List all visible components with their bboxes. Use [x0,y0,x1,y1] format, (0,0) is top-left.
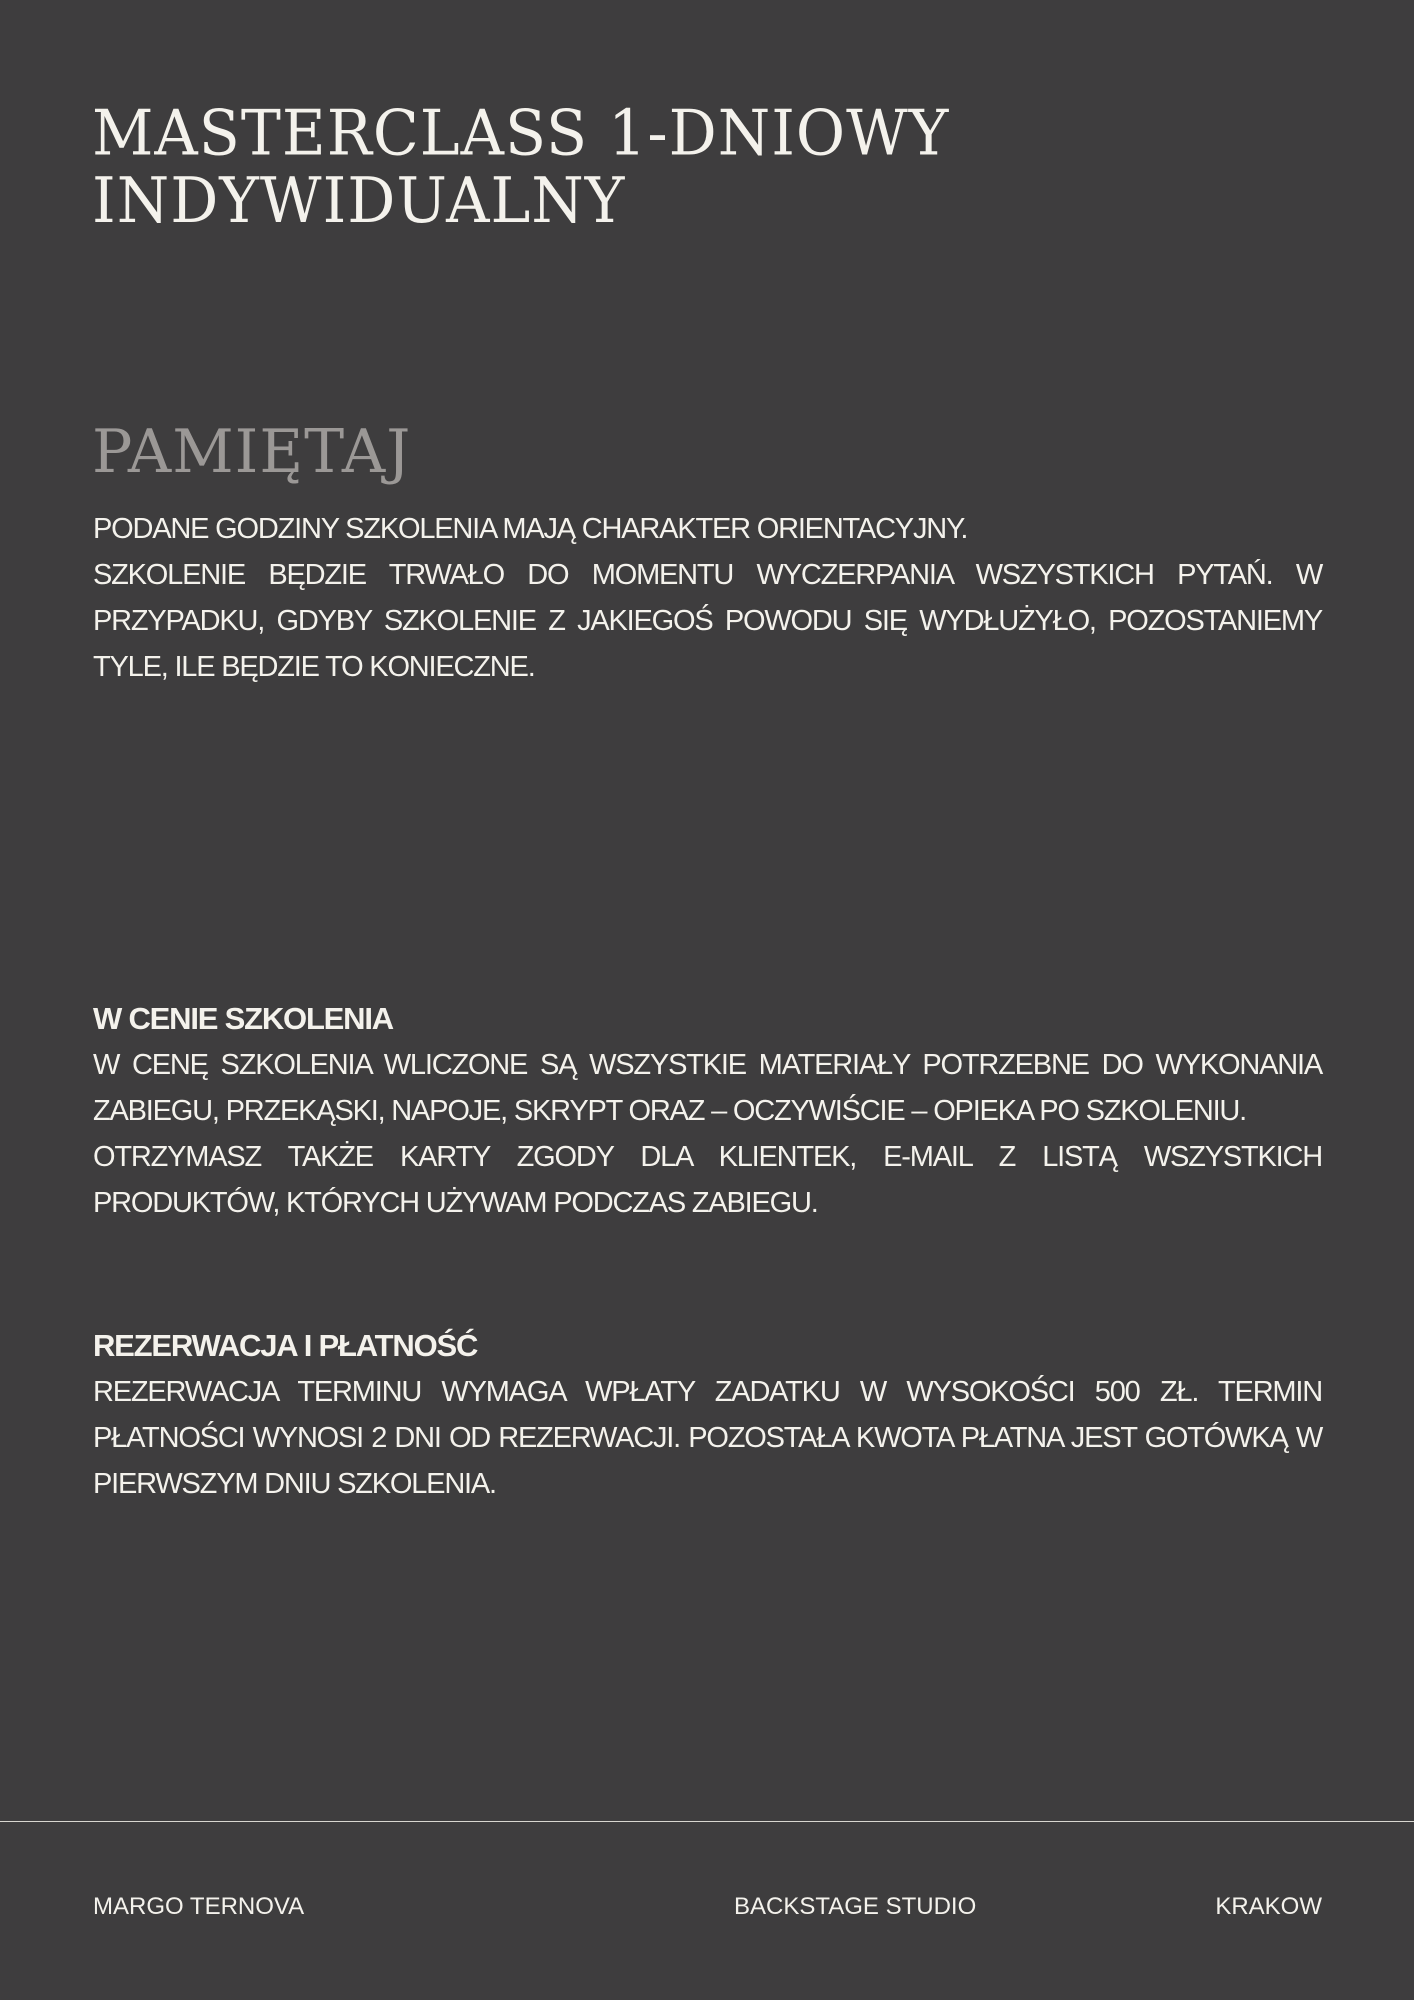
price-heading: W CENIE SZKOLENIA [93,1001,393,1036]
page-title-line-1: MASTERCLASS 1-DNIOWY [92,96,950,171]
footer-studio: BACKSTAGE STUDIO [734,1893,977,1920]
remember-paragraph-duration: SZKOLENIE BĘDZIE TRWAŁO DO MOMENTU WYCZERPANIA WSZYSTKICH PYTAŃ. W PRZYPADKU, GDYBY SZKOLENIE Z JAKIEGOŚ POWODU SIĘ WYDŁUŻYŁO, POZOSTANIEMY TYLE, ILE BĘDZIE TO KONIECZNE. [93,559,1322,683]
price-paragraph-materials: W CENĘ SZKOLENIA WLICZONE SĄ WSZYSTKIE MATERIAŁY POTRZEBNE DO WYKONANIA ZABIEGU, PRZEKĄSKI, NAPOJE, SKRYPT ORAZ – OCZYWIŚCIE – OPIEKA PO SZKOLENIU. [93,1049,1322,1127]
reservation-paragraph: REZERWACJA TERMINU WYMAGA WPŁATY ZADATKU W WYSOKOŚCI 500 ZŁ. TERMIN PŁATNOŚCI WYNOSI 2 DNI OD REZERWACJI. POZOSTAŁA KWOTA PŁATNA JEST GOTÓWKĄ W PIERWSZYM DNIU SZKOLENIA. [93,1376,1322,1500]
footer-name: MARGO TERNOVA [93,1893,305,1920]
page-title-line-2: INDYWIDUALNY [92,164,626,238]
remember-section [93,506,1322,690]
price-paragraph-extras: OTRZYMASZ TAKŻE KARTY ZGODY DLA KLIENTEK, E-MAIL Z LISTĄ WSZYSTKICH PRODUKTÓW, KTÓRYCH UŻYWAM PODCZAS ZABIEGU. [93,1141,1322,1219]
footer-divider [0,1821,1414,1822]
footer-city: KRAKOW [1215,1893,1322,1920]
page-title [92,96,950,238]
reservation-section [93,1323,1322,1507]
reservation-heading: REZERWACJA I PŁATNOŚĆ [93,1328,478,1363]
remember-paragraph-hours: PODANE GODZINY SZKOLENIA MAJĄ CHARAKTER ORIENTACYJNY. [93,513,968,545]
remember-heading: PAMIĘTAJ [92,417,412,487]
price-section [93,996,1322,1226]
